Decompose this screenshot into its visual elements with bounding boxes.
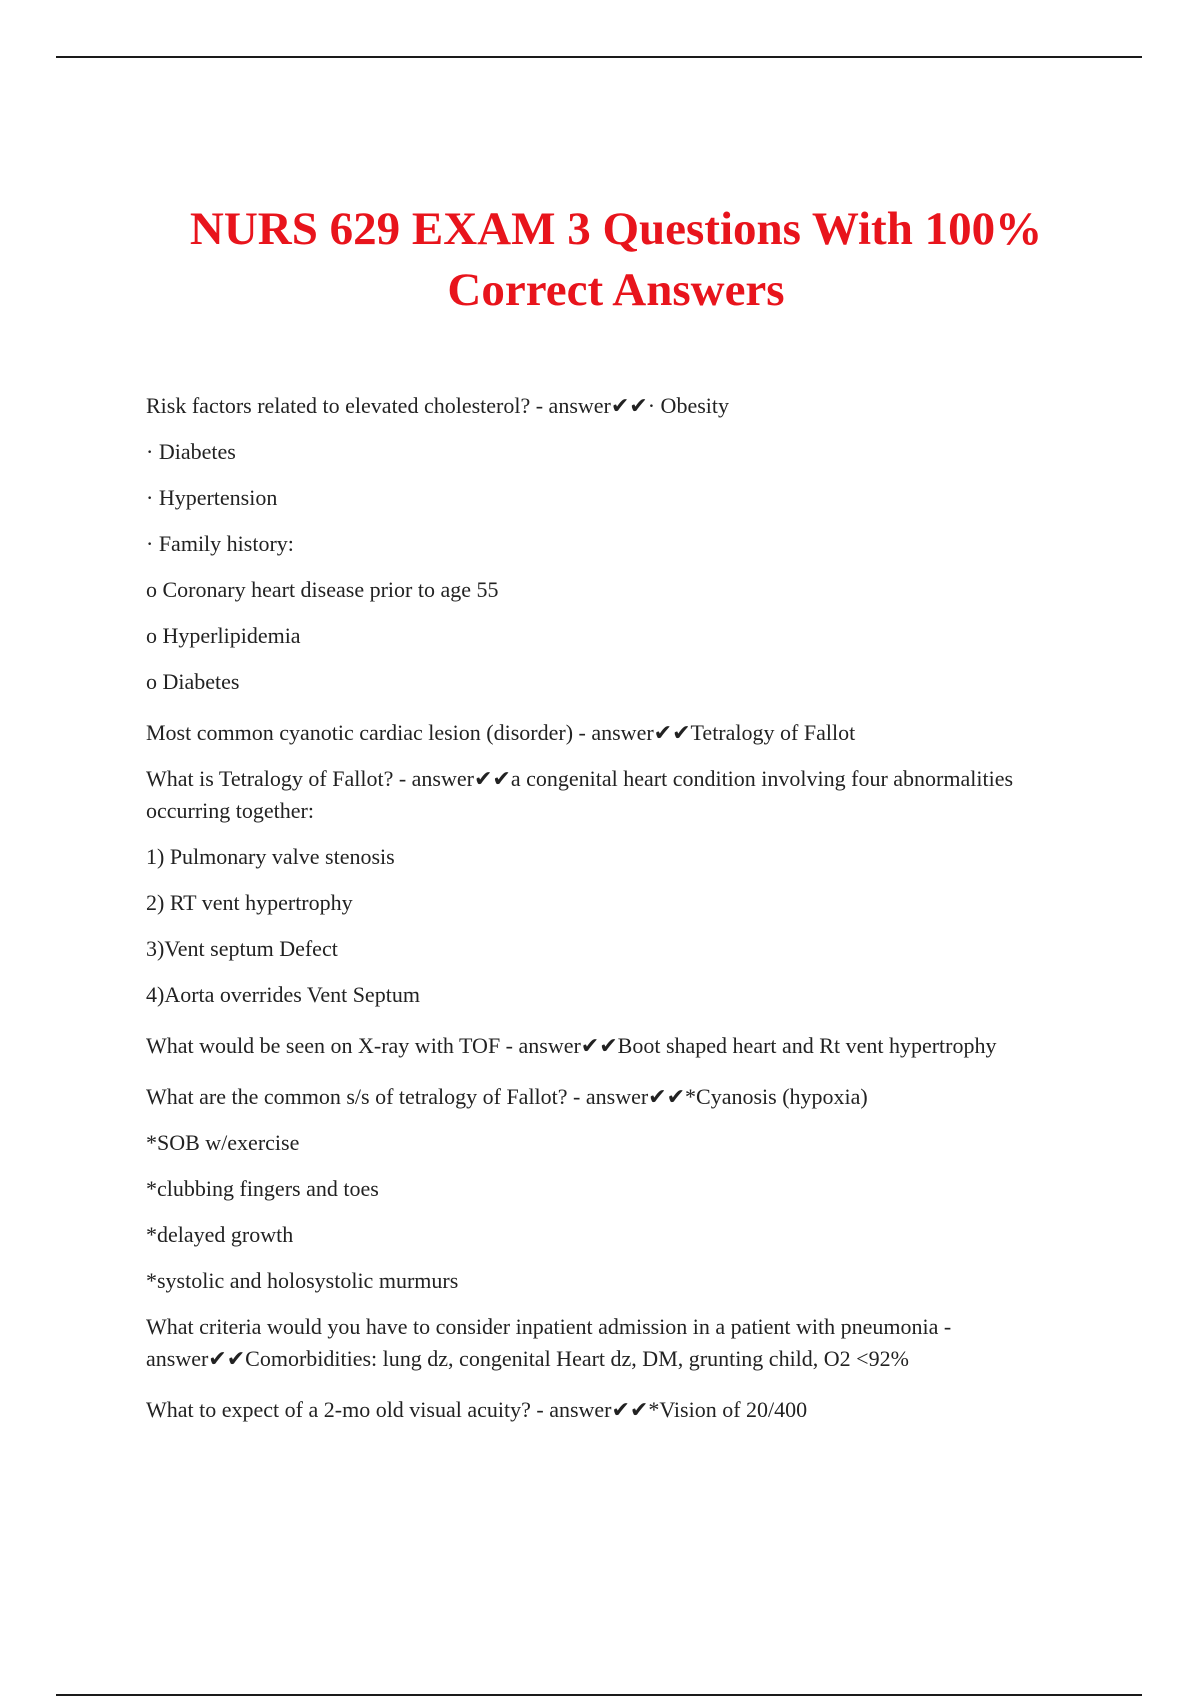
paragraph-cyanotic-lesion-question: Most common cyanotic cardiac lesion (disorder) - answer✔✔Tetralogy of Fallot bbox=[146, 720, 856, 745]
list-item: *clubbing fingers and toes bbox=[146, 1176, 379, 1201]
list-item: · Hypertension bbox=[146, 485, 278, 510]
title-line-1: NURS 629 EXAM 3 Questions With 100% bbox=[189, 203, 1043, 256]
paragraph-xray-question: What would be seen on X-ray with TOF - answer✔✔Boot shaped heart and Rt vent hypertrophy bbox=[146, 1033, 997, 1058]
list-item: *systolic and holosystolic murmurs bbox=[146, 1268, 459, 1293]
paragraph-pneumonia-admission-question: What criteria would you have to consider inpatient admission in a patient with pneumonia - answer✔✔Comorbidities: lung dz, congenital Heart dz, DM, grunting child, O2 <92% bbox=[146, 1314, 957, 1371]
document-body bbox=[146, 390, 1086, 1440]
paragraph-tof-definition-question: What is Tetralogy of Fallot? - answer✔✔a congenital heart condition involving four abnormalities occurring together: bbox=[146, 766, 1019, 823]
title-line-2: Correct Answers bbox=[447, 264, 785, 317]
list-item: *delayed growth bbox=[146, 1222, 294, 1247]
list-item: o Hyperlipidemia bbox=[146, 623, 301, 648]
paragraph-visual-acuity-question: What to expect of a 2-mo old visual acuity? - answer✔✔*Vision of 20/400 bbox=[146, 1397, 808, 1422]
list-item: 1) Pulmonary valve stenosis bbox=[146, 844, 395, 869]
list-item: 3)Vent septum Defect bbox=[146, 936, 338, 961]
list-item: *SOB w/exercise bbox=[146, 1130, 300, 1155]
document-title bbox=[0, 199, 1200, 321]
list-item: 2) RT vent hypertrophy bbox=[146, 890, 353, 915]
footer-rule bbox=[56, 1694, 1142, 1696]
paragraph-cholesterol-question: Risk factors related to elevated cholesterol? - answer✔✔· Obesity bbox=[146, 393, 729, 418]
list-item: · Diabetes bbox=[146, 439, 236, 464]
list-item: o Coronary heart disease prior to age 55 bbox=[146, 577, 499, 602]
list-item: 4)Aorta overrides Vent Septum bbox=[146, 982, 420, 1007]
list-item: o Diabetes bbox=[146, 669, 240, 694]
paragraph-tof-signs-question: What are the common s/s of tetralogy of Fallot? - answer✔✔*Cyanosis (hypoxia) bbox=[146, 1084, 868, 1109]
list-item: · Family history: bbox=[146, 531, 294, 556]
header-rule bbox=[56, 56, 1142, 58]
